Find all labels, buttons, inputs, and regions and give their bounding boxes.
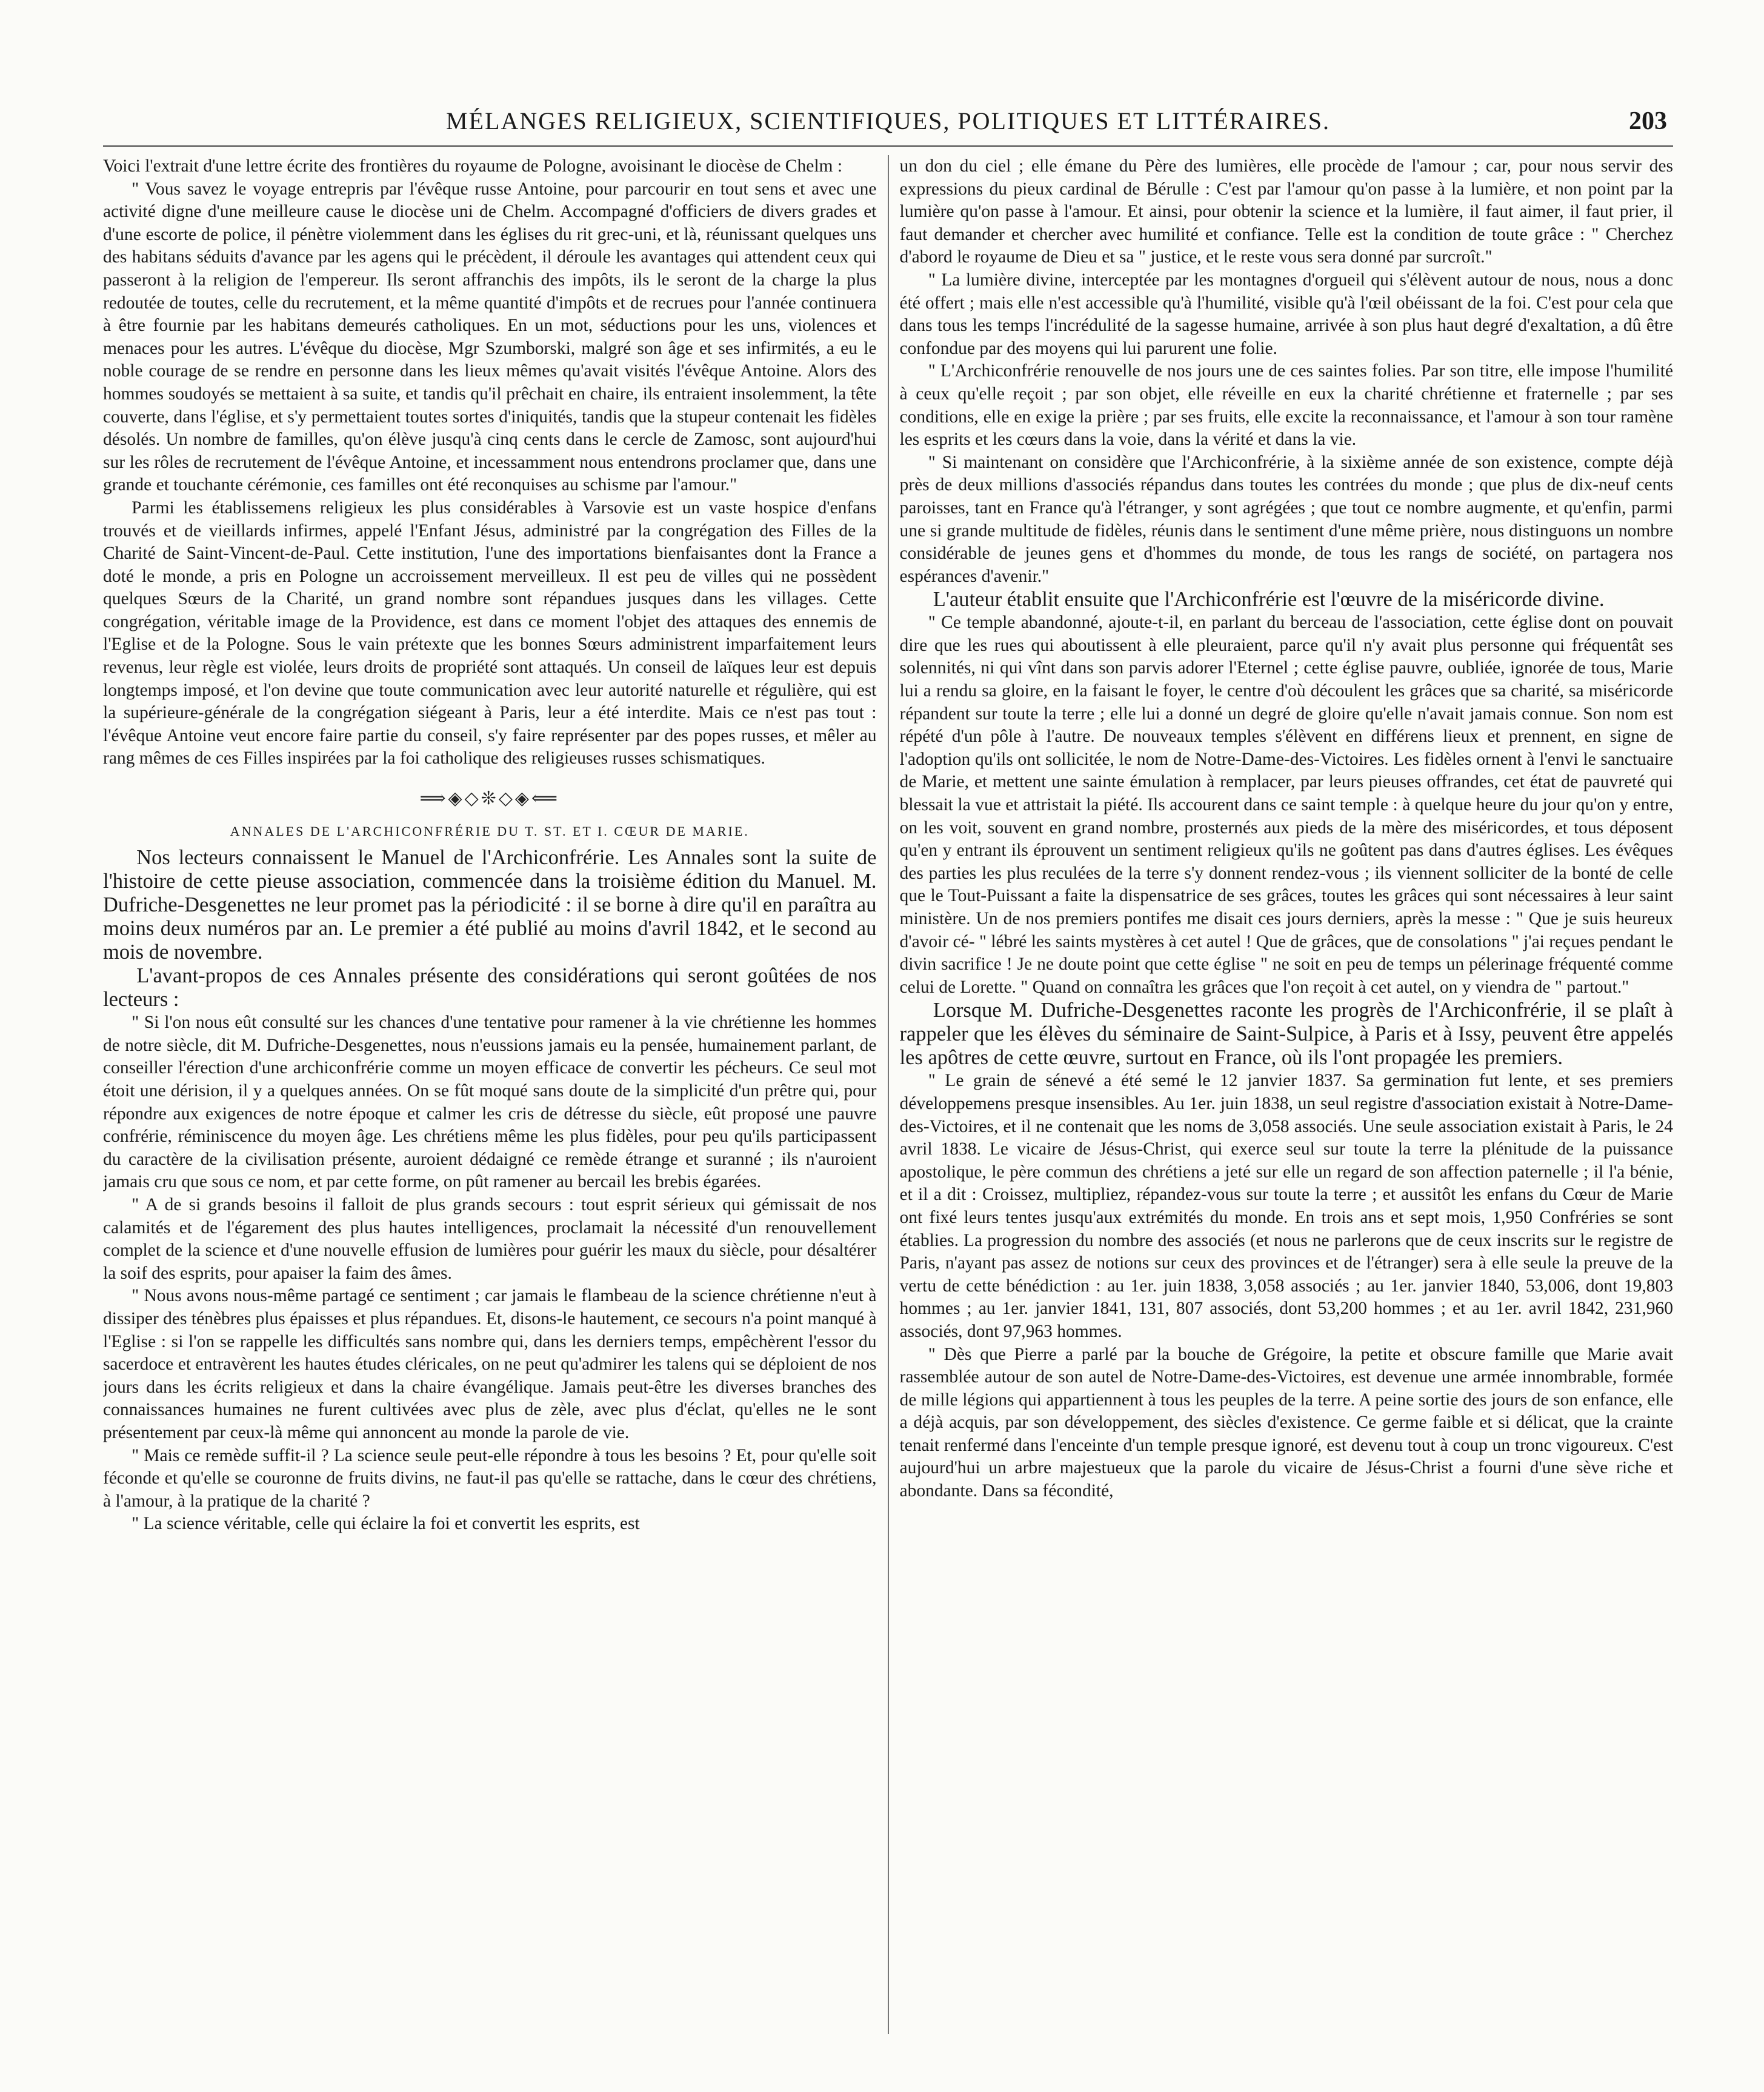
running-header	[103, 103, 1673, 147]
article-paragraph: L'avant-propos de ces Annales présente des considérations qui seront goûtées de nos lecteurs :	[103, 964, 877, 1011]
quote-paragraph: " Ce temple abandonné, ajoute-t-il, en parlant du berceau de l'association, cette église dont on pouvait dire que les rues qui aboutissent à elle pleuraient, parce qu'il n'y avait plus personne qui fréquentât ses solennités, ni qui vînt dans son parvis adorer l'Eternel ; cette église pauvre, oubliée, ignorée de tous, Marie lui a rendu sa gloire, en la faisant le foyer, le centre d'où découlent les grâces que sa charité, sa miséricorde répandent sur toute la terre ; elle lui a donné un degré de gloire qu'elle n'avait jamais connue. Son nom est répété d'un pôle à l'autre. De nouveaux temples s'élèvent en différens lieux et prennent, en signe de l'adoption qu'ils ont sollicitée, le nom de Notre-Dame-des-Victoires. Les fidèles ornent à l'envi le sanctuaire de Marie, et mettent une sainte émulation à remplacer, par leurs pieuses offrandes, cet état de pauvreté qui blessait la vue et attristait la piété. Ils accourent dans ce saint temple : à quelque heure du jour qu'on y entre, on les voit, souvent en grand nombre, prosternés aux pieds de la mère des miséricordes, et tous déposent qu'en y entrant ils éprouvent un sentiment religieux qu'ils ne goûtent pas dans d'autres églises. Les évêques des parties les plus reculées de la terre s'y donnent rendez-vous ; ils viennent solliciter de la bonté de celle que le Tout-Puissant a faite la dispensatrice de ses grâces, toutes les grâces qui sont nécessaires à leur saint ministère. Un de nos premiers pontifes me disait ces jours derniers, après la messe : " Que je suis heureux d'avoir cé- " lébré les saints mystères à cet autel ! Que de grâces, que de consolations " j'ai reçues pendant le divin sacrifice ! Je ne doute point que cette église " ne soit en peu de temps un pélerinage fréquenté comme celui de Lorette. " Quand on connaîtra les grâces que l'on reçoit à cet autel, on y viendra de " partout."	[899, 613, 1673, 997]
quote-paragraph: " Nous avons nous-même partagé ce sentiment ; car jamais le flambeau de la science chrétienne n'eut à dissiper des ténèbres plus épaisses et plus répandues. Et, disons-le hautement, ce secours n'a point manqué à l'Eglise : si l'on se rappelle les difficultés sans nombre qui, dans les derniers temps, empêchèrent l'essor du sacerdoce et entravèrent les hautes études cléricales, on ne peut qu'admirer les talens qui se déploient de nos jours dans les écrits religieux et dans la chaire évangélique. Jamais peut-être les diverses branches des connaissances humaines ne furent cultivées avec plus de zèle, avec plus d'éclat, qu'elles ne le sont présentement par ceux-là même qui annoncent au monde la parole de vie.	[103, 1286, 877, 1442]
article-paragraph: Voici l'extrait d'une lettre écrite des frontières du royaume de Pologne, avoisinant le diocèse de Chelm :	[103, 156, 843, 176]
article-paragraph: " Vous savez le voyage entrepris par l'évêque russe Antoine, pour parcourir en tout sens et avec une activité digne d'une meilleure cause le diocèse uni de Chelm. Accompagné d'officiers de divers grades et d'une escorte de police, il pénètre violemment dans les églises du rit grec-uni, et là, réunissant quelques uns des habitans séduits d'avance par les agens qui le précèdent, il déroule les avantages qui attendent ceux qui passeront à la religion de l'empereur. Ils seront affranchis des impôts, ils le seront de la charge la plus redoutée de toutes, celle du recrutement, et la même quantité d'impôts et de recrues pour l'année continuera à être fournie par les habitans demeurés catholiques. En un mot, séductions pour les uns, violences et menaces pour les autres. L'évêque du diocèse, Mgr Szumborski, malgré son âge et ses infirmités, a eu le noble courage de se rendre en personne dans les lieux mêmes qu'avait visités l'évêque Antoine. Alors des hommes soudoyés se mettaient à sa suite, et tandis qu'il prêchait en chaire, ils entraient insolemment, la tête couverte, dans l'église, et s'y permettaient toutes sortes d'iniquités, tandis que la stupeur contenait les fidèles désolés. Un nombre de familles, qu'on élève jusqu'à cinq cents dans le cercle de Zamosc, sont aujourd'hui sur les rôles de recrutement de l'évêque Antoine, et incessamment nous entendrons proclamer que, dans une grande et touchante cérémonie, ces familles ont été reconquises au schisme par l'amour."	[103, 179, 877, 495]
article-paragraph: un don du ciel ; elle émane du Père des lumières, elle procède de l'amour ; car, pour nous servir des expressions du pieux cardinal de Bérulle : C'est par l'amour qu'on passe à la lumière, et non point par la lumière qu'on passe à l'amour. Et ainsi, pour obtenir la science et la lumière, il faut aimer, il faut prier, il faut demander et chercher avec humilité et confiance. Telle est la condition de toute grâce : " Cherchez d'abord le royaume de Dieu et sa " justice, et le reste vous sera donné par surcroît."	[899, 156, 1673, 267]
article-paragraph: Nos lecteurs connaissent le Manuel de l'Archiconfrérie. Les Annales sont la suite de l'histoire de cette pieuse association, commencée dans la troisième édition du Manuel. M. Dufriche-Desgenettes ne leur promet pas la périodicité : il se borne à dire qu'il en paraîtra au moins deux numéros par an. Le premier a été publié au moins d'avril 1842, et le second au mois de novembre.	[103, 846, 877, 964]
article-paragraph: Parmi les établissemens religieux les plus considérables à Varsovie est un vaste hospice d'enfans trouvés et de vieillards infirmes, appelé l'Enfant Jésus, administré par la congrégation des Filles de la Charité de Saint-Vincent-de-Paul. Cette institution, l'une des importations bienfaisantes dont la France a doté le monde, a pris en Pologne un accroissement merveilleux. Il est peu de villes qui ne possèdent quelques Sœurs de la Charité, un grand nombre sont répandues jusques dans les villages. Cette congrégation, véritable image de la Providence, est dans ce moment l'objet des attaques des ennemis de l'Eglise et de la Pologne. Sous le vain prétexte que les bonnes Sœurs administrent imparfaitement leurs revenus, leur règle est violée, leurs droits de propriété sont attaqués. Un conseil de laïques leur est depuis longtemps imposé, et l'on devine que toute communication avec leur autorité naturelle et régulière, qui est la supérieure-générale de la congrégation siégeant à Paris, leur a été interdite. Mais ce n'est pas tout : l'évêque Antoine veut encore faire partie du conseil, s'y faire représenter par des popes russes, et mêler au rang mêmes de ces Filles inspirées par la foi catholique des religieuses russes schismatiques.	[103, 498, 877, 768]
article-paragraph: Lorsque M. Dufriche-Desgenettes raconte les progrès de l'Archiconfrérie, il se plaît à rappeler que les élèves du séminaire de Saint-Sulpice, à Paris et à Issy, peuvent être appelés les apôtres de cette œuvre, surtout en France, où ils l'ont propagée les premiers.	[899, 999, 1673, 1070]
left-column	[103, 155, 888, 2034]
ornamental-divider: ⟹◈◇❊◇◈⟸	[419, 788, 560, 809]
page-number: 203	[1629, 107, 1667, 135]
article-paragraph: " L'Archiconfrérie renouvelle de nos jours une de ces saintes folies. Par son titre, elle impose l'humilité à ceux qu'elle reçoit ; par son objet, elle réveille en eux la charité chrétienne et fraternelle ; par ses conditions, elle en exige la prière ; par ses fruits, elle excite la reconnaissance, et l'amour à son tour ramène les esprits et les cœurs dans la voie, dans la vérité et dans la vie.	[899, 361, 1673, 450]
article-paragraph: " Si maintenant on considère que l'Archiconfrérie, à la sixième année de son existence, compte déjà près de deux millions d'associés répandus dans toutes les contrées du monde ; que plus de dix-neuf cents paroisses, tant en France qu'à l'étranger, y sont agrégées ; que tout ce nombre augmente, et qu'enfin, parmi une si grande multitude de fidèles, réunis dans le sentiment d'une même prière, nous distinguons un nombre considérable de jeunes gens et d'hommes du monde, de tous les rangs de société, on partagera nos espérances d'avenir."	[899, 452, 1673, 586]
quote-paragraph: " Le grain de sénevé a été semé le 12 janvier 1837. Sa germination fut lente, et ses premiers développemens presque insensibles. Au 1er. juin 1838, un seul registre d'association existait à Notre-Dame-des-Victoires, et il ne contenait que les noms de 3,058 associés. Une seule association existait à Paris, le 24 avril 1838. Le vicaire de Jésus-Christ, qui exerce seul sur toute la terre la plénitude de la puissance apostolique, le père commun des chrétiens a jeté sur elle un regard de son affection paternelle ; il l'a bénie, et il a dit : Croissez, multipliez, répandez-vous sur toute la terre ; et aussitôt les enfans du Cœur de Marie ont fixé leurs tentes jusqu'aux extrémités du monde. En trois ans et sept mois, 1,950 Confréries se sont établies. La progression du nombre des associés (et nous ne parlerons que de ceux inscrits sur le registre de Paris, n'ayant pas assez de notions sur ceux des provinces et de l'étranger) sera à elle seule la preuve de la vertu de cette bénédiction : au 1er. juin 1838, 3,058 associés ; au 1er. janvier 1840, 53,006, dont 19,803 hommes ; au 1er. janvier 1841, 131, 807 associés, dont 53,200 hommes ; et au 1er. avril 1842, 231,960 associés, dont 97,963 hommes.	[899, 1071, 1673, 1341]
quote-paragraph: " La science véritable, celle qui éclaire la foi et convertit les esprits, est	[131, 1514, 640, 1534]
right-column	[888, 155, 1674, 2034]
article-paragraph: " La lumière divine, interceptée par les montagnes d'orgueil qui s'élèvent autour de nous, nous a donc été offert ; mais elle n'est accessible qu'à l'humilité, visible qu'à l'œil obéissant de la foi. C'est pour cela que dans tous les temps l'incrédulité de la sagesse humaine, arrivée à son plus haut degré d'exaltation, a dû être confondue par des moyens qui lui parurent une folie.	[899, 270, 1673, 358]
article-paragraph: L'auteur établit ensuite que l'Archiconfrérie est l'œuvre de la miséricorde divine.	[933, 588, 1605, 611]
quote-paragraph: " A de si grands besoins il falloit de plus grands secours : tout esprit sérieux qui gémissait de nos calamités et de l'égarement des plus hautes intelligences, proclamait la nécessité d'un renouvellement complet de la science et d'une nouvelle effusion de lumières pour guérir les maux du siècle, pour désaltérer la soif des esprits, pour apaiser la faim des âmes.	[103, 1194, 877, 1283]
section-heading: ANNALES DE L'ARCHICONFRÉRIE DU T. ST. ET I. CŒUR DE MARIE.	[230, 823, 750, 839]
page-title: MÉLANGES RELIGIEUX, SCIENTIFIQUES, POLITIQUES ET LITTÉRAIRES.	[446, 107, 1330, 135]
quote-paragraph: " Si l'on nous eût consulté sur les chances d'une tentative pour ramener à la vie chrétienne les hommes de notre siècle, dit M. Dufriche-Desgenettes, nous n'eussions jamais eu la pensée, humainement parlant, de conseiller l'érection d'une archiconfrérie comme un moyen efficace de convertir les pécheurs. Ce seul mot étoit une dérision, il y a quelques années. On se fût moqué sans doute de la simplicité d'un prêtre qui, pour répondre aux exigences de notre époque et calmer les cris de détresse du siècle, eût proposé une pauvre confrérie, réminiscence du moyen âge. Les chrétiens même les plus fidèles, pour peu qu'ils participassent du caractère de la civilisation présente, auroient dédaigné ce remède étrange et suranné ; ils n'auroient jamais cru que sous ce nom, et par cette forme, on pût ramener au bercail les brebis égarées.	[103, 1013, 877, 1192]
two-column-body	[103, 155, 1673, 2034]
quote-paragraph: " Mais ce remède suffit-il ? La science seule peut-elle répondre à tous les besoins ? Et, pour qu'elle soit féconde et qu'elle se couronne de fruits divins, ne faut-il pas qu'elle se rattache, dans le cœur des chrétiens, à l'amour, à la pratique de la charité ?	[103, 1445, 877, 1511]
quote-paragraph: " Dès que Pierre a parlé par la bouche de Grégoire, la petite et obscure famille que Marie avait rassemblée autour de son autel de Notre-Dame-des-Victoires, est devenue une armée innombrable, formée de mille légions qui appartiennent à tous les peuples de la terre. A peine sortie des jours de son enfance, elle a déjà acquis, par son développement, des siècles d'existence. Ce germe faible et si délicat, que la crainte tenait renfermé dans l'enceinte d'un temple presque ignoré, est devenu tout à coup un tronc vigoureux. C'est aujourd'hui un arbre majestueux que la parole du vicaire de Jésus-Christ a fourni d'une sève riche et abondante. Dans sa fécondité,	[899, 1344, 1673, 1501]
